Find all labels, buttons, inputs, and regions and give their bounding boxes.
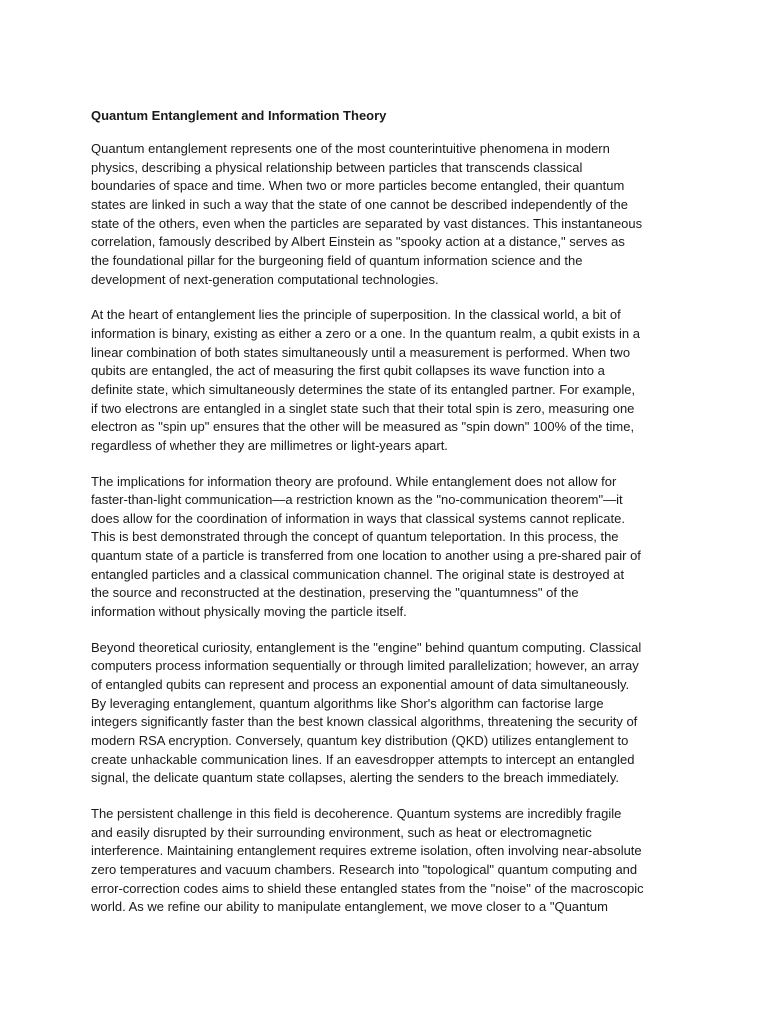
paragraph-line: state of the others, even when the particles are separated by vast distances. This instantaneous (91, 215, 643, 231)
paragraph-line: create unhackable communication lines. If an eavesdropper attempts to intercept an entangled (91, 751, 635, 767)
paragraph-line: the source and reconstructed at the destination, preserving the "quantumness" of the (91, 585, 579, 601)
paragraph-line: correlation, famously described by Albert Einstein as "spooky action at a distance," serves as (91, 234, 625, 250)
paragraph-2 (91, 306, 687, 455)
paragraph-line: physics, describing a physical relationship between particles that transcends classical (91, 159, 583, 175)
paragraph-line: boundaries of space and time. When two or more particles become entangled, their quantum (91, 178, 625, 194)
paragraph-5 (91, 805, 687, 917)
paragraph-line: interference. Maintaining entanglement requires extreme isolation, often involving near-absolute (91, 843, 642, 859)
paragraph-line: development of next-generation computational technologies. (91, 271, 439, 287)
paragraph-line: At the heart of entanglement lies the principle of superposition. In the classical world, a bit of (91, 307, 621, 323)
paragraph-line: This is best demonstrated through the concept of quantum teleportation. In this process, the (91, 529, 619, 545)
paragraph-line: states are linked in such a way that the state of one cannot be described independently of the (91, 196, 628, 212)
paragraph-line: does allow for the coordination of information in ways that classical systems cannot replicate. (91, 510, 625, 526)
paragraph-line: faster-than-light communication—a restriction known as the "no-communication theorem"—it (91, 492, 623, 508)
paragraph-line: The implications for information theory are profound. While entanglement does not allow for (91, 473, 617, 489)
paragraph-line: electron as "spin up" ensures that the other will be measured as "spin down" 100% of the time, (91, 419, 635, 435)
paragraph-line: information without physically moving the particle itself. (91, 604, 407, 620)
paragraph-line: the foundational pillar for the burgeoning field of quantum information science and the (91, 252, 583, 268)
paragraph-line: and easily disrupted by their surrounding environment, such as heat or electromagnetic (91, 824, 592, 840)
paragraph-4 (91, 639, 687, 788)
paragraph-line: By leveraging entanglement, quantum algorithms like Shor's algorithm can factorise large (91, 695, 604, 711)
paragraph-line: integers significantly faster than the best known classical algorithms, threatening the security of (91, 714, 638, 730)
paragraph-1 (91, 140, 687, 289)
paragraph-line: Quantum entanglement represents one of the most counterintuitive phenomena in modern (91, 141, 610, 156)
paragraph-line: The persistent challenge in this field is decoherence. Quantum systems are incredibly fragile (91, 806, 622, 821)
paragraph-line: zero temperatures and vacuum chambers. Research into "topological" quantum computing and (91, 861, 638, 877)
paragraph-line: error-correction codes aims to shield these entangled states from the "noise" of the macroscopic (91, 880, 644, 896)
paragraph-line: quantum state of a particle is transferred from one location to another using a pre-shared pair of (91, 548, 641, 564)
paragraph-line: world. As we refine our ability to manipulate entanglement, we move closer to a "Quantum (91, 899, 608, 915)
document-title: Quantum Entanglement and Information Theory (91, 108, 387, 123)
paragraph-line: linear combination of both states simultaneously until a measurement is performed. When two (91, 344, 631, 360)
document-page (91, 106, 687, 934)
paragraph-line: regardless of whether they are millimetres or light-years apart. (91, 437, 448, 453)
paragraph-line: computers process information sequentially or through limited parallelization; however, an array (91, 658, 639, 674)
paragraph-line: Beyond theoretical curiosity, entanglement is the "engine" behind quantum computing. Classical (91, 639, 642, 655)
paragraph-line: information is binary, existing as either a zero or a one. In the quantum realm, a qubit exists in a (91, 325, 640, 341)
paragraph-line: if two electrons are entangled in a singlet state such that their total spin is zero, measuring one (91, 400, 635, 416)
paragraph-line: of entangled qubits can represent and process an exponential amount of data simultaneously. (91, 677, 630, 693)
paragraph-line: signal, the delicate quantum state collapses, alerting the senders to the breach immediately. (91, 770, 620, 786)
paragraph-line: entangled particles and a classical communication channel. The original state is destroyed at (91, 566, 625, 582)
paragraph-3 (91, 473, 687, 622)
paragraph-line: definite state, which simultaneously determines the state of its entangled partner. For example, (91, 381, 636, 397)
paragraph-line: modern RSA encryption. Conversely, quantum key distribution (QKD) utilizes entanglement to (91, 733, 629, 749)
paragraph-line: qubits are entangled, the act of measuring the first qubit collapses its wave function into a (91, 363, 605, 379)
